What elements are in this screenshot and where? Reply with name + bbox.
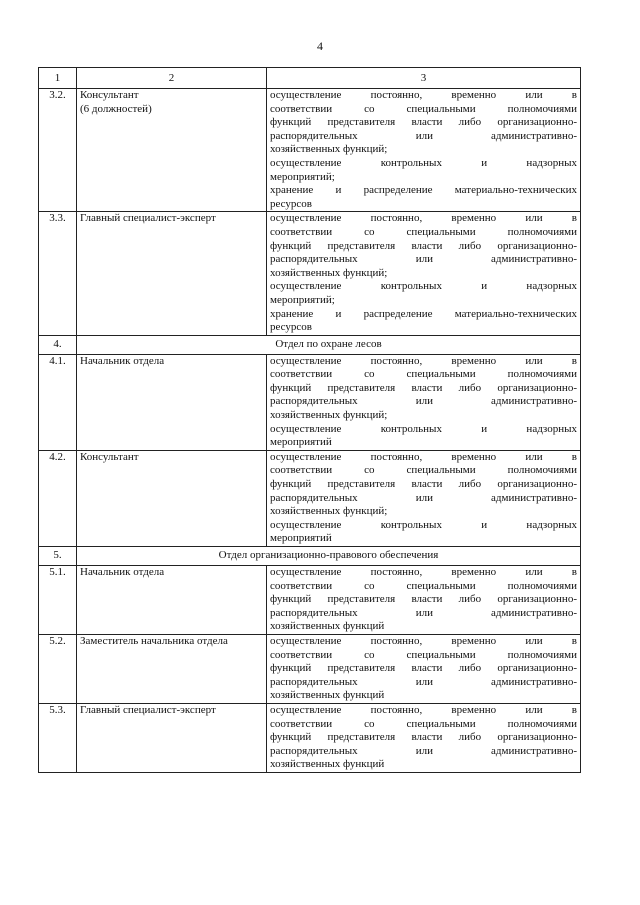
functions-line: распорядительных или административно- — [270, 744, 577, 757]
functions-line: распорядительных или административно- — [270, 395, 577, 408]
functions-line: распорядительных или административно- — [270, 129, 577, 142]
row-number: 4.1. — [39, 354, 77, 450]
position-name-line: Главный специалист-эксперт — [80, 212, 216, 225]
functions-line: распорядительных или административно- — [270, 491, 577, 504]
positions-table — [38, 67, 581, 773]
functions-line: функций представителя власти либо организационно- — [270, 116, 577, 129]
functions-text — [267, 566, 581, 635]
functions-line: мероприятий; — [270, 170, 335, 183]
row-number: 3.2. — [39, 89, 77, 212]
position-name — [77, 566, 267, 635]
functions-line: осуществление постоянно, временно или в — [270, 212, 577, 225]
section-number: 4. — [39, 335, 77, 354]
functions-line: функций представителя власти либо организационно- — [270, 478, 577, 491]
functions-line: ресурсов — [270, 321, 312, 334]
functions-text — [267, 354, 581, 450]
functions-line: распорядительных или административно- — [270, 253, 577, 266]
header-cell-position: 2 — [77, 68, 267, 89]
functions-line: функций представителя власти либо организационно- — [270, 731, 577, 744]
table-row — [39, 566, 581, 635]
table-row — [39, 634, 581, 703]
table-header-row — [39, 68, 581, 89]
row-number: 5.3. — [39, 703, 77, 772]
functions-line: функций представителя власти либо организационно- — [270, 239, 577, 252]
table-row — [39, 212, 581, 335]
functions-line: осуществление постоянно, временно или в — [270, 566, 577, 578]
functions-line: мероприятий — [270, 532, 332, 545]
section-row — [39, 335, 581, 354]
functions-line: хозяйственных функций; — [270, 266, 388, 279]
functions-text — [267, 703, 581, 772]
functions-line: соответствии со специальными полномочиями — [270, 464, 577, 477]
functions-line: хранение и распределение материально-технических — [270, 307, 577, 320]
functions-line: хозяйственных функций — [270, 620, 385, 633]
page-number: 4 — [317, 39, 323, 53]
functions-line: соответствии со специальными полномочиями — [270, 102, 577, 115]
functions-line: функций представителя власти либо организационно- — [270, 662, 577, 675]
functions-line: хозяйственных функций — [270, 689, 385, 702]
section-title: Отдел организационно-правового обеспечения — [77, 547, 581, 566]
functions-line: осуществление постоянно, временно или в — [270, 703, 577, 716]
position-name — [77, 634, 267, 703]
functions-line: мероприятий; — [270, 293, 335, 306]
position-name-line: (6 должностей) — [80, 102, 152, 115]
functions-line: хозяйственных функций — [270, 758, 385, 771]
functions-line: осуществление контрольных и надзорных — [270, 422, 577, 435]
functions-line: хозяйственных функций; — [270, 409, 388, 422]
functions-line: осуществление постоянно, временно или в — [270, 450, 577, 463]
section-title: Отдел по охране лесов — [77, 335, 581, 354]
position-name-line: Консультант — [80, 89, 139, 101]
section-row — [39, 547, 581, 566]
section-number: 5. — [39, 547, 77, 566]
row-number: 5.2. — [39, 634, 77, 703]
functions-line: распорядительных или административно- — [270, 675, 577, 688]
position-name-line: Начальник отдела — [80, 354, 165, 367]
row-number: 3.3. — [39, 212, 77, 335]
functions-line: соответствии со специальными полномочиями — [270, 579, 577, 592]
functions-line: функций представителя власти либо организационно- — [270, 381, 577, 394]
table-row — [39, 703, 581, 772]
position-name — [77, 212, 267, 335]
header-cell-number: 1 — [39, 68, 77, 89]
table-row — [39, 89, 581, 212]
functions-line: мероприятий — [270, 436, 332, 449]
functions-line: осуществление контрольных и надзорных — [270, 280, 577, 293]
functions-line: осуществление постоянно, временно или в — [270, 354, 577, 367]
functions-line: распорядительных или административно- — [270, 606, 577, 619]
position-name-line: Начальник отдела — [80, 566, 165, 578]
header-cell-functions: 3 — [267, 68, 581, 89]
functions-line: ресурсов — [270, 197, 312, 210]
row-number: 4.2. — [39, 450, 77, 546]
position-name-line: Заместитель начальника отдела — [80, 634, 228, 647]
functions-line: осуществление постоянно, временно или в — [270, 89, 577, 101]
functions-line: соответствии со специальными полномочиями — [270, 717, 577, 730]
functions-text — [267, 89, 581, 212]
position-name-line: Главный специалист-эксперт — [80, 703, 216, 716]
functions-line: функций представителя власти либо организационно- — [270, 593, 577, 606]
functions-line: осуществление постоянно, временно или в — [270, 634, 577, 647]
table-row — [39, 450, 581, 546]
position-name-line: Консультант — [80, 450, 139, 463]
functions-line: осуществление контрольных и надзорных — [270, 156, 577, 169]
table-body — [39, 68, 581, 773]
functions-text — [267, 634, 581, 703]
functions-line: осуществление контрольных и надзорных — [270, 518, 577, 531]
functions-line: хранение и распределение материально-технических — [270, 184, 577, 197]
row-number: 5.1. — [39, 566, 77, 635]
table-row — [39, 354, 581, 450]
position-name — [77, 354, 267, 450]
functions-text — [267, 450, 581, 546]
position-name — [77, 450, 267, 546]
functions-text — [267, 212, 581, 335]
position-name — [77, 89, 267, 212]
functions-line: соответствии со специальными полномочиями — [270, 225, 577, 238]
functions-line: хозяйственных функций; — [270, 143, 388, 156]
functions-line: соответствии со специальными полномочиями — [270, 368, 577, 381]
functions-line: соответствии со специальными полномочиями — [270, 648, 577, 661]
functions-line: хозяйственных функций; — [270, 505, 388, 518]
position-name — [77, 703, 267, 772]
